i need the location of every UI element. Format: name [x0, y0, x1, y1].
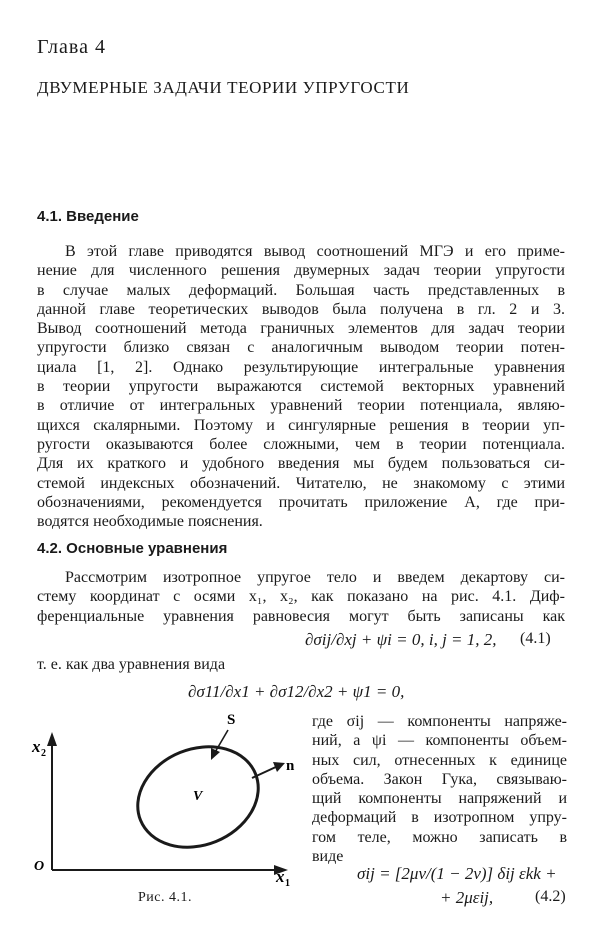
label-v: V: [193, 789, 203, 804]
figure-caption: Рис. 4.1.: [138, 890, 192, 905]
equation-number-4-2: (4.2): [535, 888, 566, 905]
text-line: ференциальные уравнения равновесия могут быть записаны как: [37, 607, 565, 625]
label-x1-subscript: 1: [285, 878, 290, 887]
text-line: данной главе теоретических выводов была получена в гл. 2 и 3.: [37, 300, 565, 318]
equation-hooke-law: σij = [2μν/(1 − 2ν)] δij εkk +: [357, 864, 557, 883]
text-line: ний, а ψi — компоненты объем-: [312, 732, 567, 750]
equation-component-form: ∂σ11/∂x1 + ∂σ12/∂x2 + ψ1 = 0,: [188, 682, 405, 701]
label-n: n: [286, 758, 295, 774]
equation-hooke-law-continued: + 2μεij,: [440, 888, 494, 907]
text-line: щий компоненты напряжений и: [312, 790, 567, 808]
section-heading-introduction: 4.1. Введение: [37, 208, 139, 225]
text-line: В этой главе приводятся вывод соотношений МГЭ и его приме-: [65, 243, 565, 260]
chapter-title: ДВУМЕРНЫЕ ЗАДАЧИ ТЕОРИИ УПРУГОСТИ: [37, 78, 410, 97]
section-heading-basic-equations: 4.2. Основные уравнения: [37, 540, 228, 557]
text-line: деформаций в изотропном упру-: [312, 809, 567, 827]
text-line: где σij — компоненты напряже-: [312, 713, 567, 730]
text-line: нение для численного решения двумерных задач теории упругости: [37, 262, 565, 280]
equation-4-1: ∂σij/∂xj + ψi = 0, i, j = 1, 2,: [305, 630, 497, 649]
side-paragraph: [312, 712, 567, 866]
figure-elastic-body: [30, 702, 300, 887]
text-line: стему координат с осями x₁, x₂, как показано на рис. 4.1. Диф-: [37, 588, 565, 606]
text-line: щихся скалярными. Поэтому и сингулярные решения в теории уп-: [37, 416, 565, 434]
label-x2: x: [32, 737, 41, 756]
text-line: Вывод соотношений метода граничных элементов для задач теории: [37, 320, 565, 338]
text-line: циала [1, 2]. Однако результирующие интегральные уравнения: [37, 358, 565, 376]
chapter-number: Глава 4: [37, 36, 106, 58]
text-line: обозначениями, рекомендуется прочитать приложение А, где при-: [37, 493, 565, 511]
text-line: стемой индексных обозначений. Читателю, не знакомому с этими: [37, 474, 565, 492]
text-line: ных сил, отнесенных к единице: [312, 751, 567, 769]
text-line: в случае малых деформаций. Большая часть представленных в: [37, 281, 565, 299]
y-axis-arrow-icon: [47, 732, 57, 746]
text-line: виде: [312, 848, 344, 866]
label-origin: O: [34, 859, 45, 874]
text-line: гом теле, можно записать в: [312, 828, 567, 846]
s-pointer-arrow-icon: [211, 748, 220, 760]
label-s: S: [227, 712, 236, 728]
introduction-paragraph: [37, 242, 565, 531]
text-line: Для их краткого и удобного введения мы будем пользоваться си-: [37, 455, 565, 473]
text-line: упругости близко связан с аналогичным выводом теории потен-: [37, 339, 565, 357]
text-line: в теории упругости выражаются системой векторных уравнений: [37, 378, 565, 396]
label-x1: x: [276, 867, 285, 886]
text-line: ругости оказываются более сложными, чем в теории потенциала.: [37, 435, 565, 453]
label-x2-subscript: 2: [41, 748, 46, 759]
equation-number-4-1: (4.1): [520, 630, 551, 647]
text-line: в отличие от интегральных уравнений теории потенциала, являю-: [37, 397, 565, 415]
text-line: т. е. как два уравнения вида: [37, 656, 226, 673]
text-line: водятся необходимые пояснения.: [37, 513, 263, 531]
text-line: Рассмотрим изотропное упругое тело и введем декартову си-: [65, 569, 565, 586]
text-line: объема. Закон Гука, связываю-: [312, 770, 567, 788]
basic-equations-paragraph: [37, 568, 565, 626]
